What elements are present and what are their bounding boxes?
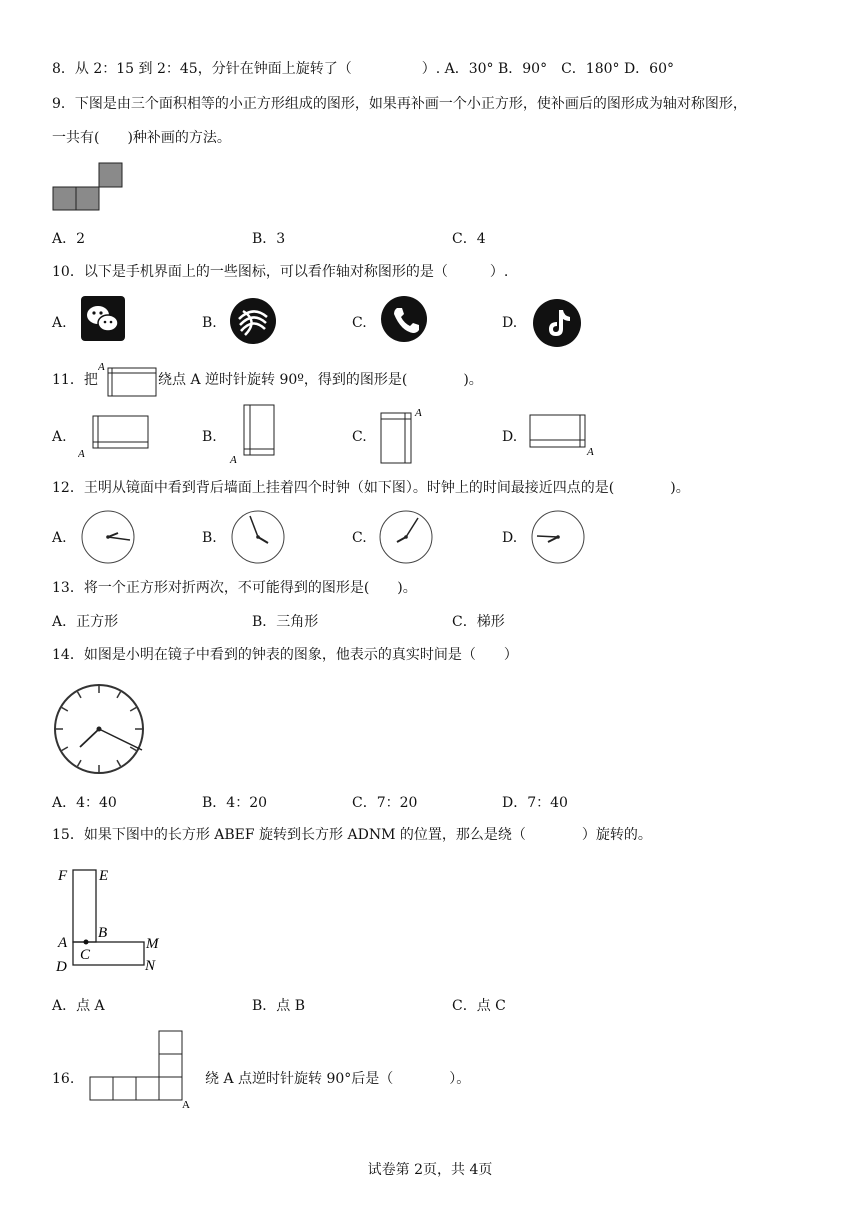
q15-option-c: C．点 C xyxy=(452,998,506,1014)
q16-point-label: A xyxy=(182,1099,190,1110)
svg-text:E: E xyxy=(99,868,109,884)
wechat-icon xyxy=(80,295,126,343)
q12-label-b: B. xyxy=(202,530,217,546)
q11-option-d-figure xyxy=(528,412,600,458)
q9-text-line2: 一共有( )种补画的方法。 xyxy=(52,130,231,146)
q11-rectangle-figure xyxy=(98,360,160,398)
q14-text: 14．如图是小明在镜子中看到的钟表的图象，他表示的真实时间是（ ） xyxy=(52,647,518,663)
clock-tick xyxy=(117,760,121,766)
tiktok-icon xyxy=(532,298,582,348)
svg-text:A: A xyxy=(587,446,594,458)
q14-option-a: A．4：40 xyxy=(52,795,117,811)
q11-option-c-figure xyxy=(378,403,430,465)
svg-text:B: B xyxy=(98,925,108,941)
q9-option-c: C．4 xyxy=(452,231,486,247)
q11-prefix: 11．把 xyxy=(52,372,98,388)
q14-option-c: C．7：20 xyxy=(352,795,418,811)
clock-tick xyxy=(117,692,121,698)
svg-text:M: M xyxy=(146,936,159,952)
q9-option-b: B．3 xyxy=(252,231,286,247)
q13-text: 13．将一个正方形对折两次，不可能得到的图形是( )。 xyxy=(52,580,417,596)
q11-label-c: C. xyxy=(352,429,367,445)
q12-clock-d xyxy=(530,509,586,565)
q16-number: 16. xyxy=(52,1071,75,1087)
china-mobile-icon xyxy=(229,297,277,345)
q13-option-a: A．正方形 xyxy=(52,614,119,630)
page-footer: 试卷第 2页，共 4页 xyxy=(367,1162,493,1178)
q11-option-b-figure xyxy=(228,403,280,465)
q16-squares-figure xyxy=(88,1028,194,1110)
q15-rectangles-figure xyxy=(52,862,172,980)
q9-squares-figure xyxy=(52,162,124,212)
svg-text:D: D xyxy=(56,959,67,975)
q15-text: 15．如果下图中的长方形 ABEF 旋转到长方形 ADNM 的位置，那么是绕（ ）旋转的。 xyxy=(52,827,652,843)
clock-tick xyxy=(130,708,136,712)
q12-label-d: D. xyxy=(502,530,518,546)
clock-tick xyxy=(62,747,68,751)
q10-label-d: D. xyxy=(502,315,518,331)
phone-icon xyxy=(380,295,428,343)
q9-text-line1: 9．下图是由三个面积相等的小正方形组成的图形，如果再补画一个小正方形，使补画后的图形成为轴对称图形， xyxy=(52,96,747,112)
q14-option-d: D．7：40 xyxy=(502,795,568,811)
svg-text:A: A xyxy=(415,407,422,419)
q11-label-d: D. xyxy=(502,429,518,445)
q10-label-b: B. xyxy=(202,315,217,331)
q12-text: 12．王明从镜面中看到背后墙面上挂着四个时钟（如下图）。时钟上的时间最接近四点的是( )。 xyxy=(52,480,690,496)
clock-tick xyxy=(62,708,68,712)
clock-tick xyxy=(78,692,82,698)
q12-clock-c xyxy=(378,509,434,565)
q11-option-a-figure xyxy=(78,412,152,458)
q11-label-a: A. xyxy=(52,429,67,445)
q9-option-a: A．2 xyxy=(52,231,86,247)
svg-text:A: A xyxy=(78,448,85,458)
q10-label-a: A. xyxy=(52,315,67,331)
q12-label-c: C. xyxy=(352,530,367,546)
q14-clock-figure xyxy=(50,684,150,778)
q13-option-c: C．梯形 xyxy=(452,614,505,630)
q13-option-b: B．三角形 xyxy=(252,614,319,630)
q8-text: 8．从 2：15 到 2：45，分针在钟面上旋转了（ ）. A．30° B．90° C．180° D．60° xyxy=(52,61,675,77)
q15-option-b: B．点 B xyxy=(252,998,306,1014)
svg-text:A: A xyxy=(58,935,68,951)
q12-clock-a xyxy=(80,509,136,565)
q14-option-b: B．4：20 xyxy=(202,795,268,811)
svg-text:C: C xyxy=(80,947,91,963)
q11-suffix: 绕点 A 逆时针旋转 90º，得到的图形是( )。 xyxy=(158,372,483,388)
q15-option-a: A．点 A xyxy=(52,998,105,1014)
q12-clock-b xyxy=(230,509,286,565)
svg-text:A: A xyxy=(230,454,237,465)
q11-point-label: A xyxy=(98,361,105,373)
q12-label-a: A. xyxy=(52,530,67,546)
q16-text: 绕 A 点逆时针旋转 90°后是（ ）。 xyxy=(205,1071,471,1087)
svg-text:F: F xyxy=(58,868,68,884)
q10-label-c: C. xyxy=(352,315,367,331)
q10-text: 10．以下是手机界面上的一些图标，可以看作轴对称图形的是（ ）. xyxy=(52,264,509,280)
svg-text:N: N xyxy=(145,958,156,974)
q11-label-b: B. xyxy=(202,429,217,445)
clock-tick xyxy=(78,760,82,766)
